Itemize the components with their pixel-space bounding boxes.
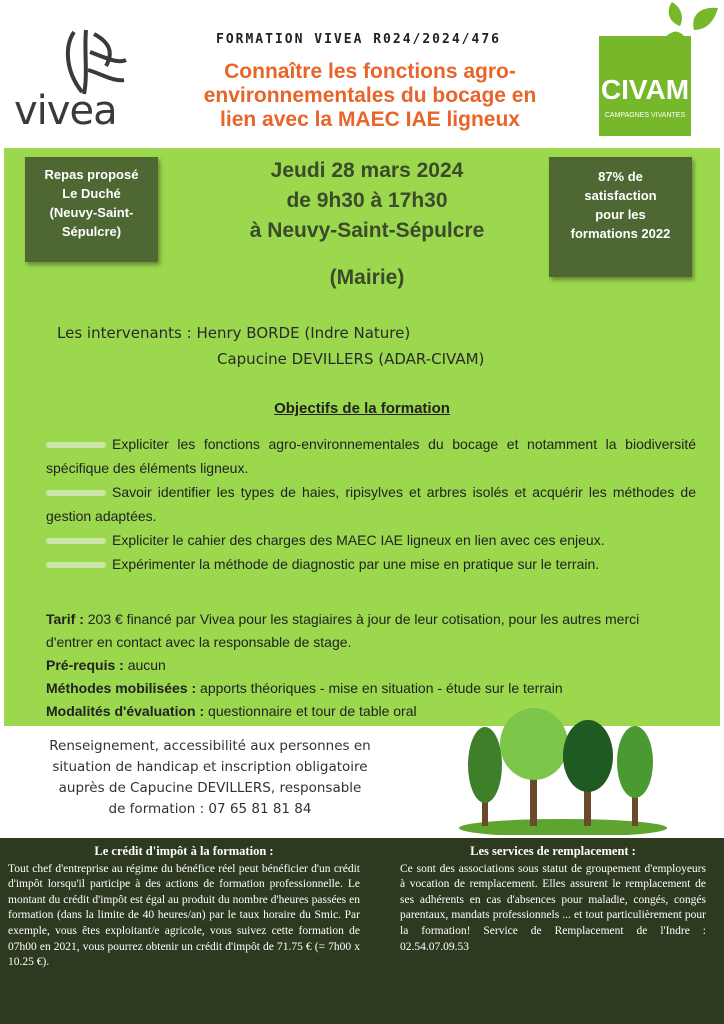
speakers-row-1 [57, 320, 484, 346]
contact-line: de formation : 07 65 81 81 84 [108, 801, 312, 817]
speaker-2: Capucine DEVILLERS (ADAR-CIVAM) [217, 350, 485, 368]
methods-label: Méthodes mobilisées : [46, 680, 197, 696]
title-line: environnementales du bocage en [203, 84, 537, 107]
prereq-text: aucun [127, 657, 166, 673]
objective-item [46, 432, 696, 480]
meal-line: Repas proposé [44, 167, 139, 182]
tax-credit-section [8, 844, 360, 971]
methods-row [46, 677, 686, 700]
tax-credit-text: Tout chef d'entreprise au régime du bénéfice réel peut bénéficier d'un crédit d'impôt lorsqu'il participe à des actions de formation professionnelle. Le montant du crédit d'impôt est égal au produit du nombre d'heures passées en formation (dans la limite de 40 heures/an) par le taux horaire du Smic. Par exemple, vous êtes exploitant/e agricole, vous suivez cette formation de 07h00 en 2021, vous pourrez obtenir un crédit d'impôt de 71.75 € (= 7h00 x 10.25 €). [8, 862, 360, 969]
objective-text: Expérimenter la méthode de diagnostic par une mise en pratique sur le terrain. [112, 556, 600, 572]
civam-logo [599, 36, 691, 136]
methods-text: apports théoriques - mise en situation - étude sur le terrain [200, 680, 563, 696]
civam-tagline: CAMPAGNES VIVANTES [604, 112, 686, 119]
contact-line: Renseignement, accessibilité aux personnes en [49, 738, 371, 754]
bullet-dash-icon [46, 538, 106, 544]
speaker-1: Henry BORDE (Indre Nature) [196, 324, 411, 342]
bullet-dash-icon [46, 442, 106, 448]
satisfaction-line: formations 2022 [570, 226, 671, 241]
replacement-section [400, 844, 706, 955]
eval-text: questionnaire et tour de table oral [208, 703, 417, 719]
replacement-title: Les services de remplacement : [470, 844, 636, 858]
footer-band [0, 838, 724, 1024]
objective-item [46, 480, 696, 528]
contact-line: situation de handicap et inscription obligatoire [52, 759, 368, 775]
trees-illustration [458, 700, 668, 835]
speakers [57, 320, 484, 372]
satisfaction-line: pour les [595, 207, 646, 222]
objective-text: Expliciter les fonctions agro-environnementales du bocage et notamment la biodiversité spécifique des éléments ligneux. [46, 436, 696, 476]
objective-item [46, 552, 696, 576]
eval-label: Modalités d'évaluation : [46, 703, 205, 719]
bullet-dash-icon [46, 562, 106, 568]
page-title [150, 60, 590, 132]
contact-line: auprès de Capucine DEVILLERS, responsable [58, 780, 362, 796]
bullet-dash-icon [46, 490, 106, 496]
meal-line: Sépulcre) [61, 224, 122, 239]
objectives-title: Objectifs de la formation [274, 400, 450, 417]
tarif-text: 203 € financé par Vivea pour les stagiaires à jour de leur cotisation, pour les autres merci d'entrer en contact avec la responsable de stage. [46, 611, 640, 650]
tarif-row [46, 608, 686, 654]
title-line: lien avec la MAEC IAE ligneux [220, 108, 520, 131]
event-hours: de 9h30 à 17h30 [286, 189, 448, 212]
objective-text: Savoir identifier les types de haies, ripisylves et arbres isolés et acquérir les méthodes de gestion adaptées. [46, 484, 696, 524]
tarif-label: Tarif : [46, 611, 84, 627]
event-venue: (Mairie) [329, 266, 405, 289]
satisfaction-line: 87% de [598, 169, 643, 184]
event-date: Jeudi 28 mars 2024 [270, 159, 464, 182]
title-line: Connaître les fonctions agro- [224, 60, 516, 83]
contact-info [40, 736, 380, 820]
main-panel [4, 148, 720, 726]
vivea-wordmark: vivea [14, 88, 117, 134]
header [0, 0, 724, 148]
satisfaction-line: satisfaction [584, 188, 657, 203]
speakers-label: Les intervenants : [57, 324, 192, 342]
prereq-row [46, 654, 686, 677]
meal-info-box [25, 157, 158, 262]
objective-text: Expliciter le cahier des charges des MAEC IAE ligneux en lien avec ces enjeux. [112, 532, 605, 548]
tax-credit-title: Le crédit d'impôt à la formation : [94, 844, 274, 858]
satisfaction-box [549, 157, 692, 277]
event-place: à Neuvy-Saint-Sépulcre [249, 219, 485, 242]
replacement-text: Ce sont des associations sous statut de groupement d'employeurs à vocation de remplacement. Elles assurent le remplacement de ses adhérents en cas d'absences pour maladie, congés, congés parentaux, mandats professionnels ... et tout particulièrement pour la formation! Service de Remplacement de l'Indre : 02.54.07.09.53 [400, 862, 706, 953]
event-date-block [222, 156, 512, 246]
meal-line: Le Duché [62, 186, 121, 201]
meal-line: (Neuvy-Saint- [49, 205, 134, 220]
prereq-label: Pré-requis : [46, 657, 124, 673]
civam-wordmark: CIVAM [600, 74, 690, 105]
formation-reference: FORMATION VIVEA R024/2024/476 [216, 32, 501, 47]
objective-item [46, 528, 696, 552]
objectives-list [46, 432, 696, 576]
